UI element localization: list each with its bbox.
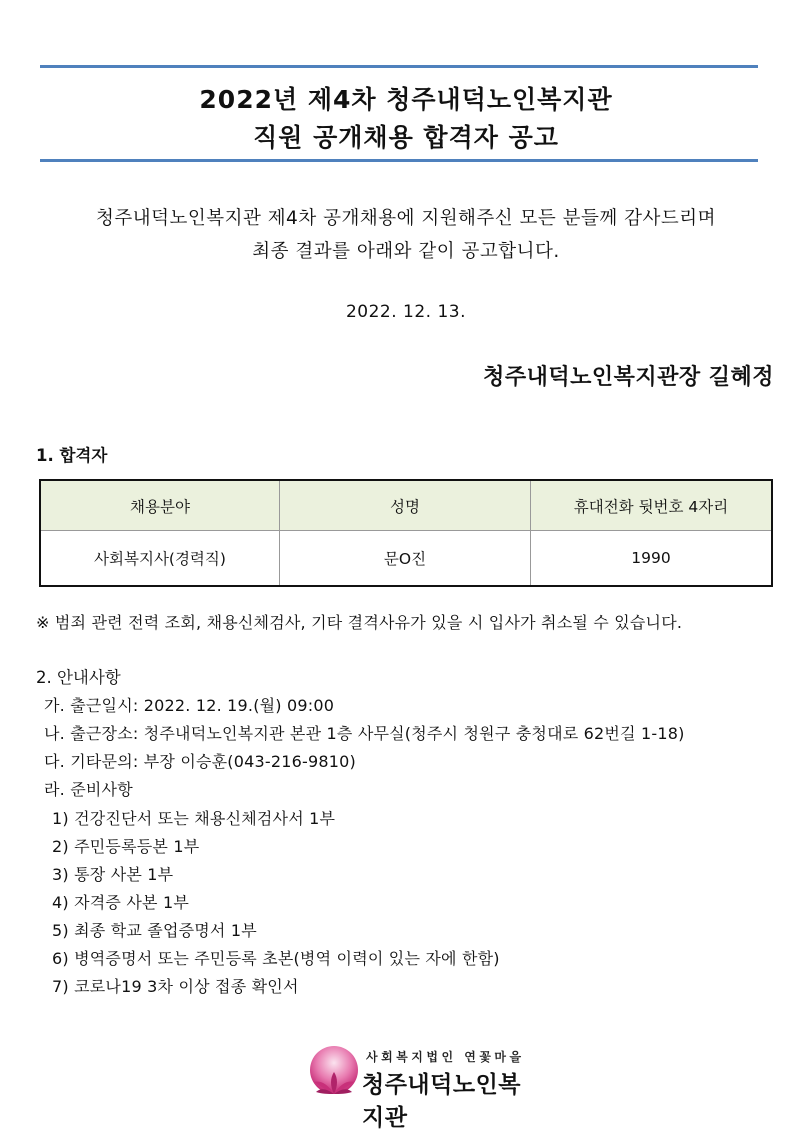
title-rule-top <box>40 65 758 68</box>
result-table <box>39 479 773 587</box>
logo-subtitle: 사회복지법인 연꽃마을 <box>366 1050 525 1064</box>
info-item-start-date: 가. 출근일시: 2022. 12. 19.(월) 09:00 <box>44 696 335 715</box>
announcement-date: 2022. 12. 13. <box>345 302 467 322</box>
page-title-line2: 직원 공개채용 합격자 공고 <box>253 123 559 152</box>
table-header-cell: 휴대전화 뒷번호 4자리 <box>531 480 773 531</box>
info-item-contact: 다. 기타문의: 부장 이승훈(043-216-9810) <box>44 752 356 771</box>
prep-item: 4) 자격증 사본 1부 <box>52 893 189 912</box>
table-header-cell: 성명 <box>280 480 531 531</box>
table-row <box>40 531 772 587</box>
lotus-logo-icon <box>306 1044 362 1100</box>
logo-name: 청주내덕노인복지관 <box>362 1072 522 1131</box>
section2-title: 2. 안내사항 <box>36 668 121 687</box>
info-item-location: 나. 출근장소: 청주내덕노인복지관 본관 1층 사무실(청주시 청원구 충청대로 62번길 1-18) <box>44 724 685 743</box>
prep-item: 5) 최종 학교 졸업증명서 1부 <box>52 921 257 940</box>
page-title-line1: 2022년 제4차 청주내덕노인복지관 <box>199 85 613 114</box>
section1-title: 1. 합격자 <box>36 446 108 465</box>
table-header-cell: 채용분야 <box>40 480 280 531</box>
disqualification-note: ※ 범죄 관련 전력 조회, 채용신체검사, 기타 결격사유가 있을 시 입사가 취소될 수 있습니다. <box>36 613 683 632</box>
prep-item: 7) 코로나19 3차 이상 접종 확인서 <box>52 977 299 996</box>
signature: 청주내덕노인복지관장 길혜정 <box>483 365 774 390</box>
table-cell: 문O진 <box>280 531 531 587</box>
table-cell: 1990 <box>531 531 773 587</box>
intro-line1: 청주내덕노인복지관 제4차 공개채용에 지원해주신 모든 분들께 감사드리며 <box>95 208 717 229</box>
table-header-row <box>40 480 772 531</box>
title-rule-bottom <box>40 159 758 162</box>
table-cell: 사회복지사(경력직) <box>40 531 280 587</box>
prep-item: 3) 통장 사본 1부 <box>52 865 174 884</box>
prep-item: 2) 주민등록등본 1부 <box>52 837 200 856</box>
prep-item: 1) 건강진단서 또는 채용신체검사서 1부 <box>52 809 336 828</box>
intro-line2: 최종 결과를 아래와 같이 공고합니다. <box>252 241 560 262</box>
organization-logo <box>306 1044 536 1131</box>
info-item-prep: 라. 준비사항 <box>44 780 133 799</box>
prep-item: 6) 병역증명서 또는 주민등록 초본(병역 이력이 있는 자에 한함) <box>52 949 500 968</box>
